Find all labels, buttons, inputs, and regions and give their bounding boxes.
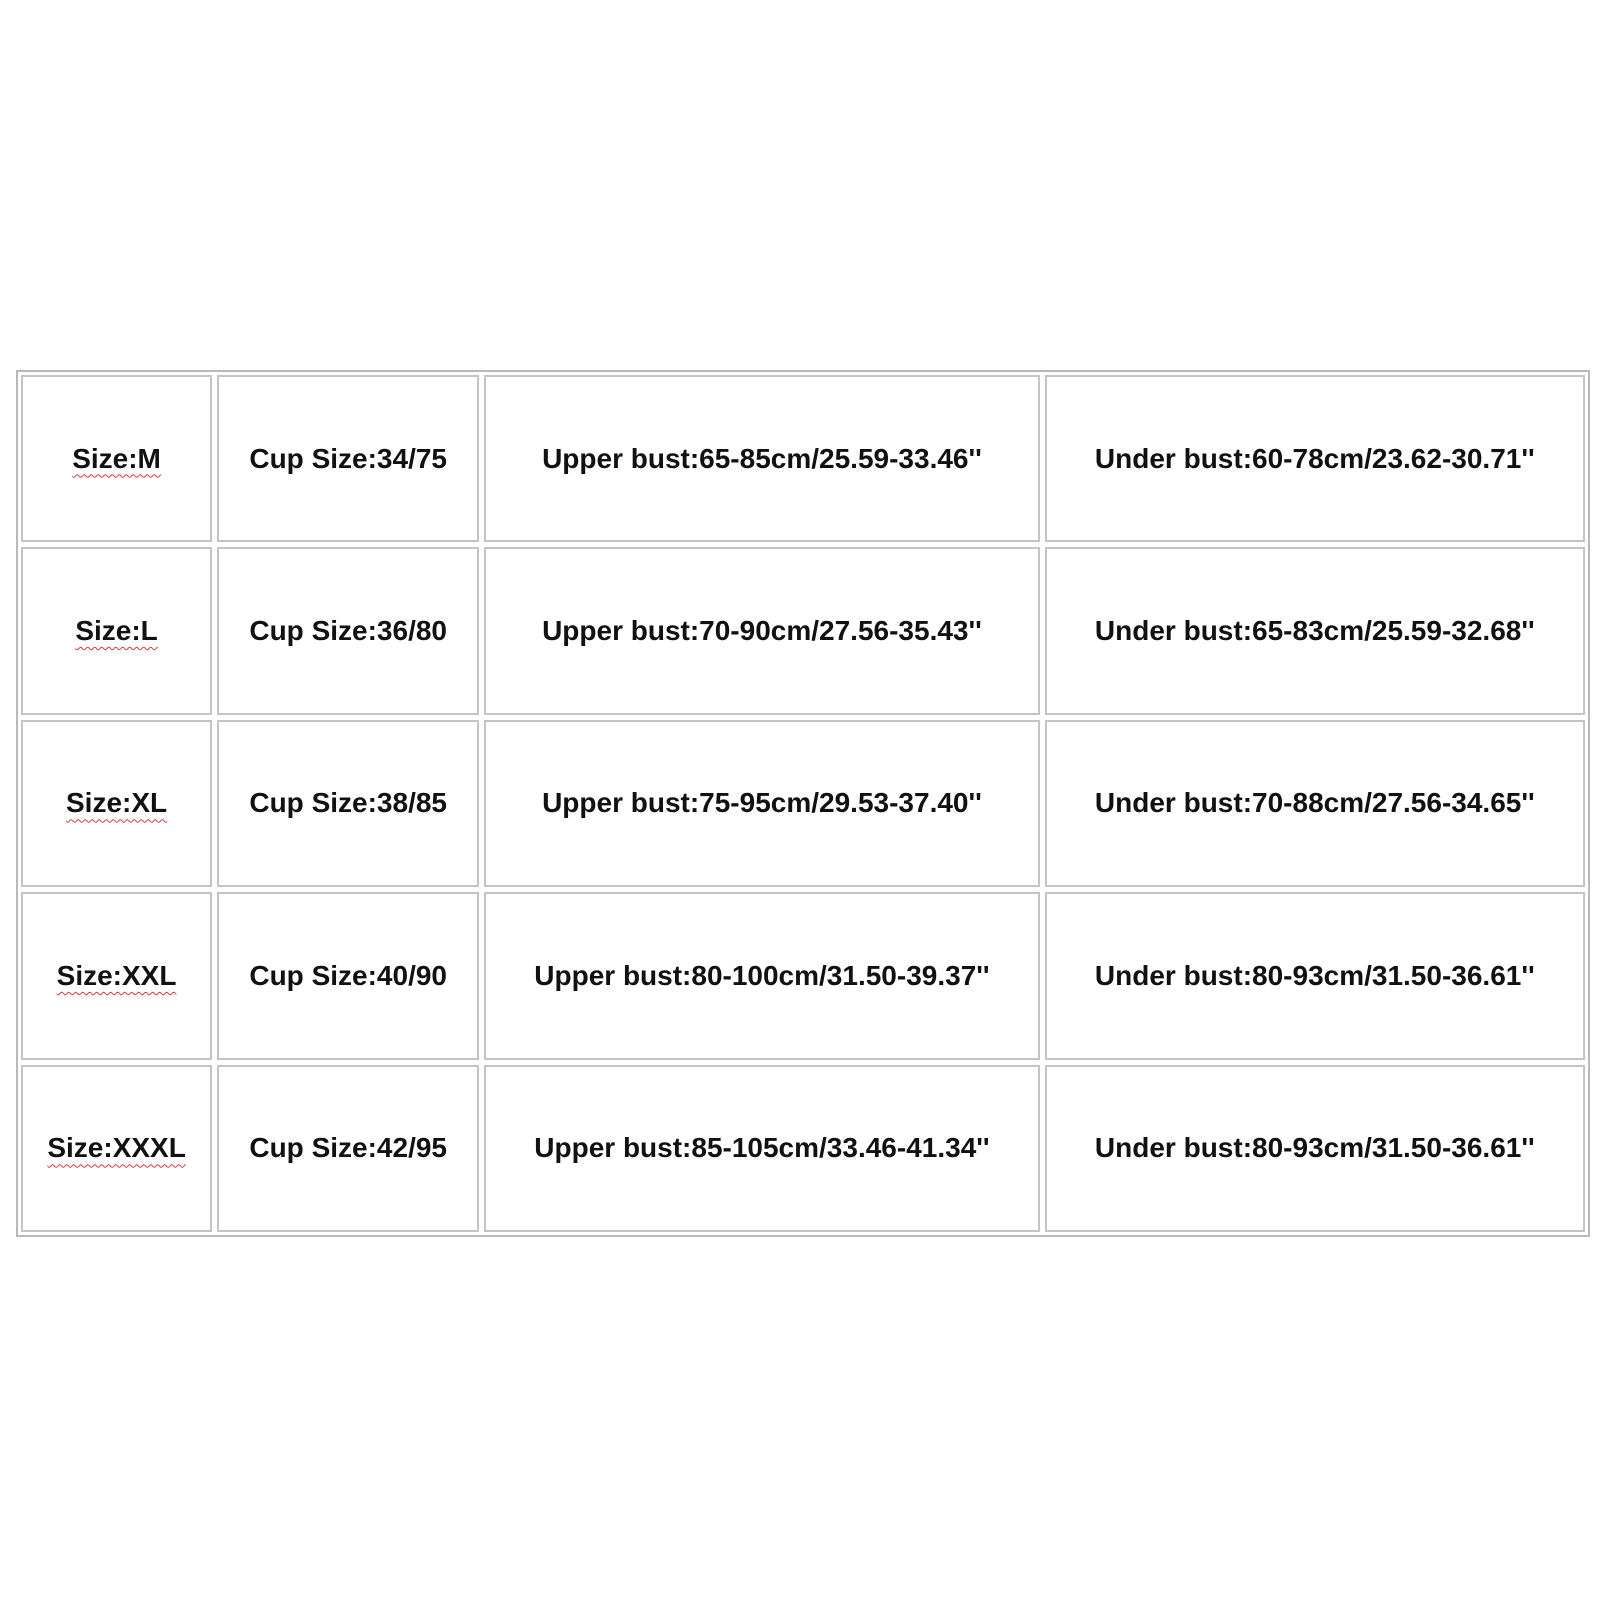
table-row bbox=[21, 892, 1585, 1059]
size-label: Size:XXL bbox=[56, 959, 177, 991]
size-cell bbox=[21, 375, 212, 542]
size-label: Size:M bbox=[72, 442, 161, 474]
table-row bbox=[21, 720, 1585, 887]
size-cell bbox=[21, 720, 212, 887]
under-bust-cell: Under bust:70-88cm/27.56-34.65'' bbox=[1045, 720, 1585, 887]
under-bust-cell: Under bust:80-93cm/31.50-36.61'' bbox=[1045, 892, 1585, 1059]
cup-size-cell: Cup Size:36/80 bbox=[217, 547, 479, 714]
cup-size-cell: Cup Size:40/90 bbox=[217, 892, 479, 1059]
upper-bust-cell: Upper bust:75-95cm/29.53-37.40'' bbox=[484, 720, 1039, 887]
size-cell bbox=[21, 547, 212, 714]
size-label: Size:XL bbox=[65, 787, 168, 819]
under-bust-cell: Under bust:65-83cm/25.59-32.68'' bbox=[1045, 547, 1585, 714]
under-bust-cell: Under bust:80-93cm/31.50-36.61'' bbox=[1045, 1065, 1585, 1232]
size-cell bbox=[21, 892, 212, 1059]
upper-bust-cell: Upper bust:65-85cm/25.59-33.46'' bbox=[484, 375, 1039, 542]
upper-bust-cell: Upper bust:85-105cm/33.46-41.34'' bbox=[484, 1065, 1039, 1232]
cup-size-cell: Cup Size:42/95 bbox=[217, 1065, 479, 1232]
size-label: Size:XXXL bbox=[47, 1132, 186, 1164]
size-chart-table bbox=[16, 370, 1590, 1237]
under-bust-cell: Under bust:60-78cm/23.62-30.71'' bbox=[1045, 375, 1585, 542]
cup-size-cell: Cup Size:38/85 bbox=[217, 720, 479, 887]
cup-size-cell: Cup Size:34/75 bbox=[217, 375, 479, 542]
upper-bust-cell: Upper bust:70-90cm/27.56-35.43'' bbox=[484, 547, 1039, 714]
size-cell bbox=[21, 1065, 212, 1232]
table-row bbox=[21, 375, 1585, 542]
size-chart-grid bbox=[16, 370, 1590, 1237]
table-row bbox=[21, 547, 1585, 714]
table-row bbox=[21, 1065, 1585, 1232]
size-label: Size:L bbox=[75, 615, 158, 647]
upper-bust-cell: Upper bust:80-100cm/31.50-39.37'' bbox=[484, 892, 1039, 1059]
